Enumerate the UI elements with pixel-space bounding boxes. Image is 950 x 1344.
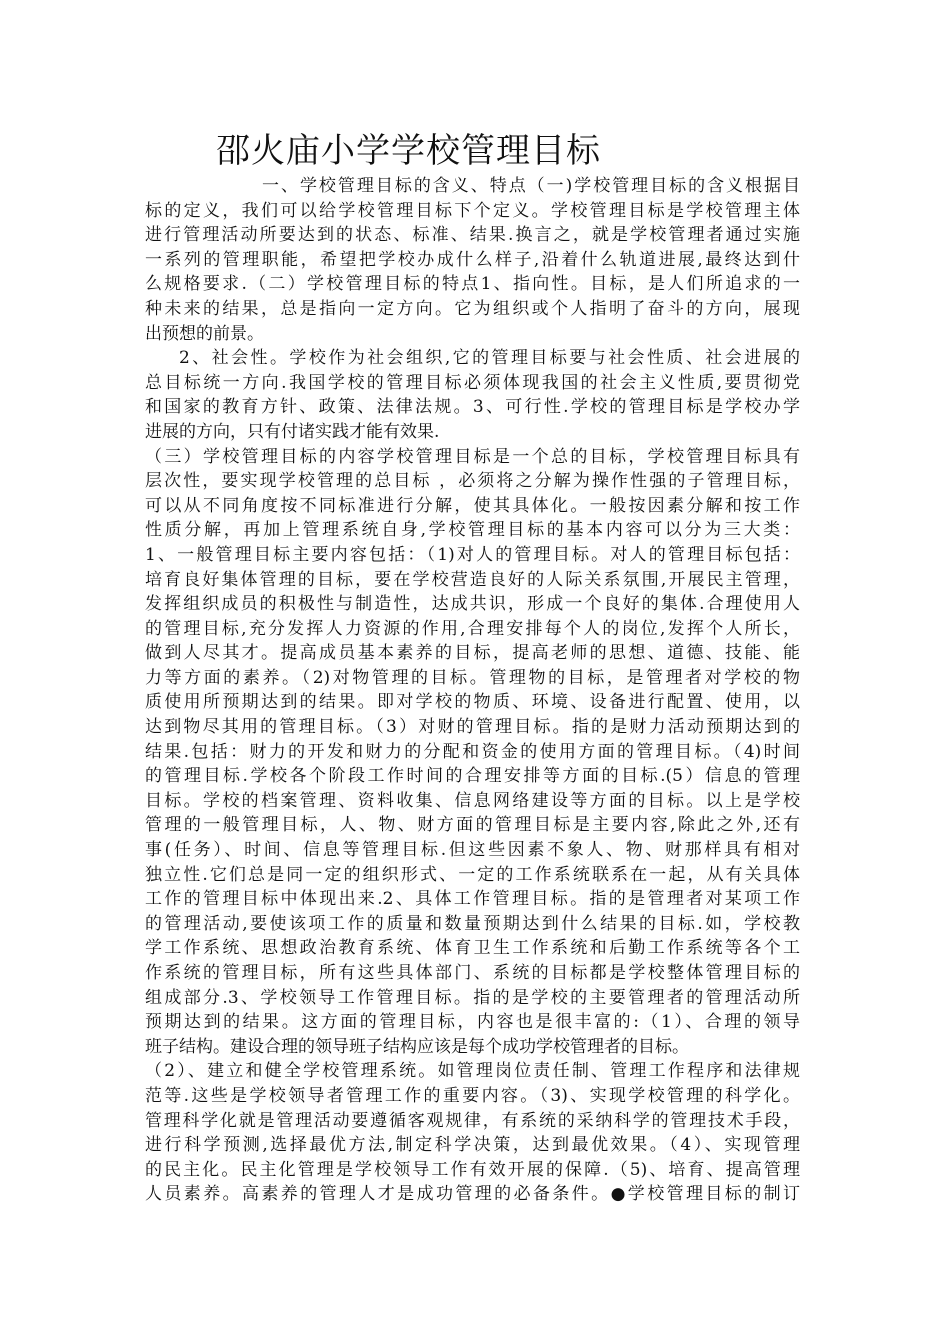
text-line: 的管理活动,要使该项工作的质量和数量预期达到什么结果的目标.如，学校教 (145, 913, 800, 934)
text-line: 1、一般管理目标主要内容包括：（1)对人的管理目标。对人的管理目标包括： (145, 544, 800, 565)
text-line: 的民主化。民主化管理是学校领导工作有效开展的保障.（5)、培育、提高管理 (145, 1159, 800, 1180)
text-line: 工作的管理目标中体现出来.2、具体工作管理目标。指的是管理者对某项工作 (145, 889, 800, 910)
text-line: 可以从不同角度按不同标准进行分解，使其具体化。一般按因素分解和按工作 (145, 495, 800, 516)
text-line: 出预想的前景。 (145, 323, 264, 344)
text-line: 一系列的管理职能，希望把学校办成什么样子,沿着什么轨道进展,最终达到什 (145, 249, 800, 270)
text-line: 种未来的结果，总是指向一定方向。它为组织或个人指明了奋斗的方向，展现 (145, 298, 800, 319)
text-line: 预期达到的结果。这方面的管理目标，内容也是很丰富的:（1）、合理的领导 (145, 1012, 800, 1033)
text-line: 组成部分.3、学校领导工作管理目标。指的是学校的主要管理者的管理活动所 (145, 987, 800, 1008)
text-line: 达到物尽其用的管理目标。（3）对财的管理目标。指的是财力活动预期达到的 (145, 717, 800, 738)
document-title: 邵火庙小学学校管理目标 (216, 131, 601, 171)
text-line: 作系统的管理目标，所有这些具体部门、系统的目标都是学校整体管理目标的 (145, 963, 800, 983)
text-line: 人员素养。高素养的管理人才是成功管理的必备条件。●学校管理目标的制订 (145, 1184, 800, 1205)
text-line: （2）、建立和健全学校管理系统。如管理岗位责任制、管理工作程序和法律规 (145, 1061, 800, 1082)
document-body (145, 174, 800, 1207)
text-line: 目标。学校的档案管理、资料收集、信息网络建设等方面的目标。以上是学校 (145, 790, 800, 811)
text-line: 发挥组织成员的积极性与制造性，达成共识，形成一个良好的集体.合理使用人 (145, 594, 800, 615)
text-line: 培育良好集体管理的目标，要在学校营造良好的人际关系氛围,开展民主管理， (145, 569, 800, 590)
text-line: （三）学校管理目标的内容学校管理目标是一个总的目标，学校管理目标具有 (145, 446, 800, 467)
text-line: 标的定义，我们可以给学校管理目标下个定义。学校管理目标是学校管理主体 (145, 200, 800, 221)
text-line: 学工作系统、思想政治教育系统、体育卫生工作系统和后勤工作系统等各个工 (145, 938, 800, 959)
text-line: 事(任务）、时间、信息等管理目标.但这些因素不象人、物、财那样具有相对 (145, 840, 800, 861)
text-line: 班子结构。建设合理的领导班子结构应该是每个成功学校管理者的目标。 (145, 1036, 689, 1057)
text-line: 一、学校管理目标的含义、特点（一)学校管理目标的含义根据目 (262, 176, 800, 196)
text-line: 性质分解，再加上管理系统自身,学校管理目标的基本内容可以分为三大类： (145, 520, 800, 541)
text-line: 层次性，要实现学校管理的总目标 ，必须将之分解为操作性强的子管理目标， (145, 471, 800, 492)
text-line: 范等.这些是学校领导者管理工作的重要内容。（3)、实现学校管理的科学化。 (145, 1085, 800, 1106)
text-line: 独立性.它们总是同一定的组织形式、一定的工作系统联系在一起，从有关具体 (145, 864, 800, 885)
text-line: 管理科学化就是管理活动要遵循客观规律，有系统的采纳科学的管理技术手段， (145, 1110, 800, 1131)
text-line: 么规格要求.（二）学校管理目标的特点1、指向性。目标，是人们所追求的一 (145, 274, 800, 295)
text-line: 的管理目标.学校各个阶段工作时间的合理安排等方面的目标.(5）信息的管理 (145, 766, 800, 787)
text-line: 和国家的教育方针、政策、法律法规。3、可行性.学校的管理目标是学校办学 (145, 397, 800, 418)
text-line: 质使用所预期达到的结果。即对学校的物质、环境、设备进行配置、使用，以 (145, 692, 800, 713)
text-line: 结果.包括：财力的开发和财力的分配和资金的使用方面的管理目标。（4)时间 (145, 741, 800, 762)
text-line: 2、社会性。学校作为社会组织,它的管理目标要与社会性质、社会进展的 (179, 348, 800, 369)
text-line: 做到人尽其才。提高成员基本素养的目标，提高老师的思想、道德、技能、能 (145, 643, 800, 664)
text-line: 的管理目标,充分发挥人力资源的作用,合理安排每个人的岗位,发挥个人所长， (145, 618, 800, 639)
text-line: 进行管理活动所要达到的状态、标准、结果.换言之，就是学校管理者通过实施 (145, 225, 800, 246)
text-line: 力等方面的素养。（2)对物管理的目标。管理物的目标，是管理者对学校的物 (145, 667, 800, 688)
text-line: 管理的一般管理目标，人、物、财方面的管理目标是主要内容,除此之外,还有 (145, 815, 800, 836)
text-line: 进行科学预测,选择最优方法,制定科学决策，达到最优效果。（4）、实现管理 (145, 1135, 800, 1156)
text-line: 总目标统一方向.我国学校的管理目标必须体现我国的社会主义性质,要贯彻党 (145, 372, 800, 393)
text-line: 进展的方向，只有付诸实践才能有效果. (145, 421, 440, 442)
